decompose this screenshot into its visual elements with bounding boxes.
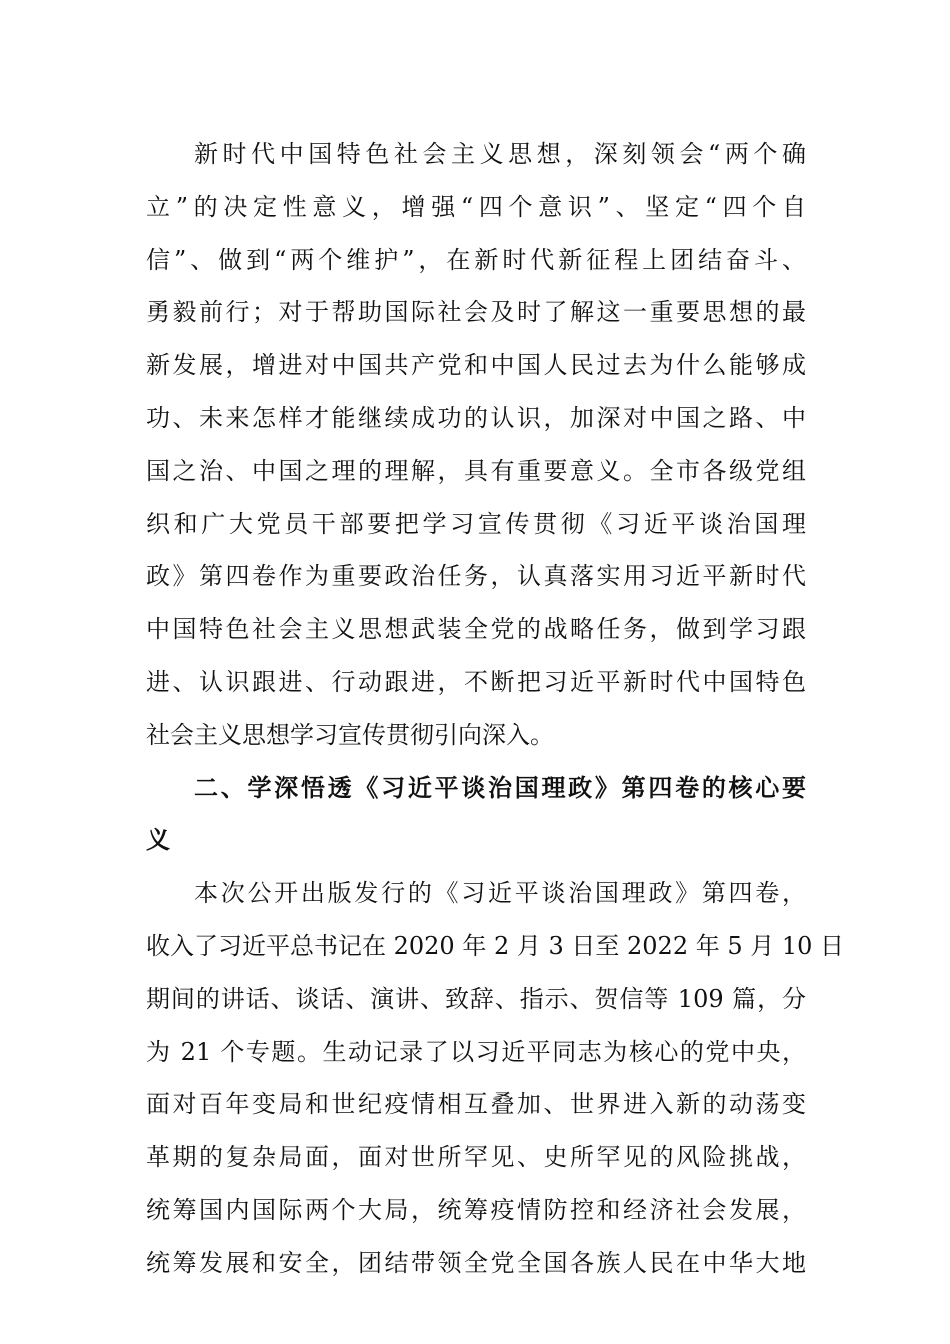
section-heading [146, 762, 806, 868]
paragraph-body [146, 867, 845, 1289]
text-line: 统筹国内国际两个大局，统筹疫情防控和经济社会发展， [146, 1195, 806, 1224]
text-line: 革期的复杂局面，面对世所罕见、史所罕见的风险挑战， [146, 1143, 806, 1172]
heading-line: 义 [146, 826, 170, 855]
text-line: 立”的决定性意义，增强“四个意识”、坚定“四个自 [146, 192, 806, 221]
text-line: 社会主义思想学习宣传贯彻引向深入。 [146, 720, 554, 749]
text-line: 面对百年变局和世纪疫情相互叠加、世界进入新的动荡变 [146, 1090, 806, 1119]
text-line: 进、认识跟进、行动跟进，不断把习近平新时代中国特色 [146, 667, 806, 696]
text-line: 新发展，增进对中国共产党和中国人民过去为什么能够成 [146, 351, 806, 380]
paragraph-continuation [146, 128, 806, 762]
text-line: 中国特色社会主义思想武装全党的战略任务，做到学习跟 [146, 615, 806, 644]
text-line: 期间的讲话、谈话、演讲、致辞、指示、贺信等 109 篇，分 [146, 984, 806, 1013]
text-line: 信”、做到“两个维护”，在新时代新征程上团结奋斗、 [146, 245, 806, 274]
text-line: 勇毅前行；对于帮助国际社会及时了解这一重要思想的最 [146, 298, 806, 327]
text-line: 收入了习近平总书记在 2020 年 2 月 3 日至 2022 年 5 月 10 日 [146, 931, 845, 960]
text-line: 政》第四卷作为重要政治任务，认真落实用习近平新时代 [146, 562, 806, 591]
text-line: 统筹发展和安全，团结带领全党全国各族人民在中华大地 [146, 1248, 806, 1277]
text-line: 新时代中国特色社会主义思想，深刻领会“两个确 [194, 140, 806, 168]
text-line: 本次公开出版发行的《习近平谈治国理政》第四卷， [194, 879, 806, 908]
text-line: 织和广大党员干部要把学习宣传贯彻《习近平谈治国理 [146, 509, 806, 538]
text-line: 功、未来怎样才能继续成功的认识，加深对中国之路、中 [146, 403, 806, 432]
text-line: 为 21 个专题。生动记录了以习近平同志为核心的党中央， [146, 1037, 806, 1066]
text-line: 国之治、中国之理的理解，具有重要意义。全市各级党组 [146, 456, 806, 485]
heading-line: 二、学深悟透《习近平谈治国理政》第四卷的核心要 [194, 773, 806, 802]
